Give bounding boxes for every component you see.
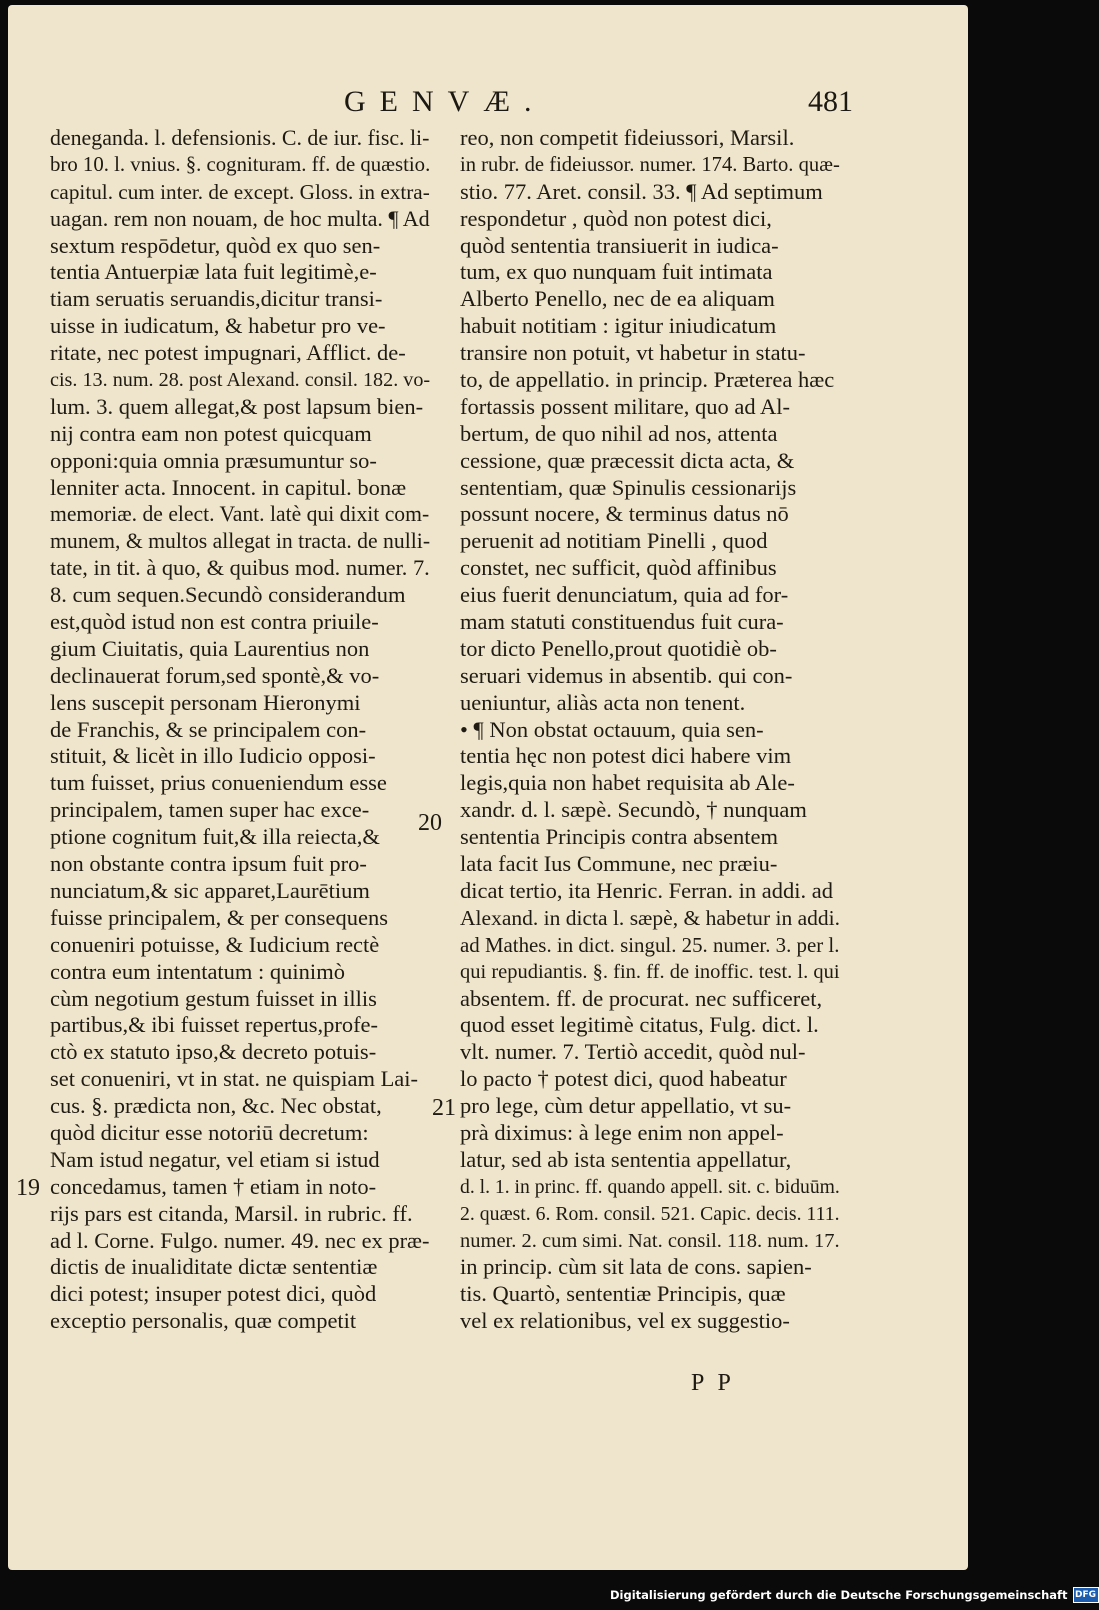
text-line: tor dicto Penello,prout quotidiè ob- — [460, 635, 777, 661]
text-line: cis. 13. num. 28. post Alexand. consil. 182. vo- — [50, 369, 431, 392]
text-line: tum, ex quo nunquam fuit intimata — [460, 259, 773, 285]
text-line: tis. Quartò, sententiæ Principis, quæ — [460, 1281, 786, 1307]
text-line: constet, nec sufficit, quòd affinibus — [460, 555, 777, 581]
text-line: de Franchis, & se principalem con- — [50, 716, 367, 742]
text-line: transire non potuit, vt habetur in statu- — [460, 340, 806, 366]
text-line: non obstante contra ipsum fuit pro- — [50, 851, 367, 877]
text-line: conueniri potuisse, & Iudicium rectè — [50, 931, 380, 957]
text-line: munem, & multos allegat in tracta. de nulli- — [50, 529, 431, 554]
text-line: respondetur , quòd non potest dici, — [460, 205, 772, 231]
text-line: tentia hęc non potest dici habere vim — [460, 743, 792, 769]
text-line: Alexand. in dicta l. sæpè, & habetur in addi. — [460, 905, 841, 930]
text-line: declinauerat forum,sed spontè,& vo- — [50, 662, 380, 688]
text-line: cùm negotium gestum fuisset in illis — [50, 985, 377, 1011]
text-line: lo pacto † potest dici, quod habeatur — [460, 1066, 787, 1092]
text-line: dici potest; insuper potest dici, quòd — [50, 1281, 377, 1307]
text-line: memoriæ. de elect. Vant. latè qui dixit com- — [50, 502, 430, 527]
page-number: 481 — [808, 85, 853, 118]
text-line: lens suscepit personam Hieronymi — [50, 689, 361, 715]
text-line: possunt nocere, & terminus datus nō — [460, 501, 789, 527]
text-line: uisse in iudicatum, & habetur pro ve- — [50, 313, 386, 339]
running-title: GENVÆ. — [344, 85, 546, 118]
text-line: ptione cognitum fuit,& illa reiecta,& — [50, 824, 380, 850]
text-line: nij contra eam non potest quicquam — [50, 420, 372, 446]
text-line: to, de appellatio. in princip. Præterea hæc — [460, 367, 835, 393]
text-line: concedamus, tamen † etiam in noto- — [50, 1173, 377, 1199]
text-line: contra eum intentatum : quinimò — [50, 958, 345, 984]
text-line: qui repudiantis. §. fin. ff. de inoffic. test. l. qui — [460, 960, 840, 983]
text-line: gium Ciuitatis, quia Laurentius non — [50, 635, 370, 661]
text-line: ctò ex statuto ipso,& decreto potuis- — [50, 1039, 377, 1065]
text-line: tiam seruatis seruandis,dicitur transi- — [50, 286, 383, 312]
text-line: in princip. cùm sit lata de cons. sapien- — [460, 1254, 812, 1280]
text-line: opponi:quia omnia præsumuntur so- — [50, 447, 377, 473]
text-line: ad l. Corne. Fulgo. numer. 49. nec ex præ- — [50, 1227, 430, 1253]
text-line: in rubr. de fideiussor. numer. 174. Barto. quæ- — [460, 153, 840, 176]
left-text-column — [50, 125, 430, 1335]
text-line: reo, non competit fideiussori, Marsil. — [460, 125, 795, 150]
text-line: stio. 77. Aret. consil. 33. ¶ Ad septimum — [460, 178, 823, 204]
footer-text: Digitalisierung gefördert durch die Deutsche Forschungsgemeinschaft — [610, 1588, 1068, 1602]
text-line: partibus,& ibi fuisset repertus,profe- — [50, 1012, 379, 1038]
text-line: exceptio personalis, quæ competit — [50, 1308, 357, 1334]
book-page — [8, 5, 968, 1570]
text-line: dictis de inualiditate dictæ sententiæ — [50, 1254, 378, 1280]
text-line: • ¶ Non obstat octauum, quia sen- — [460, 716, 764, 742]
text-line: Nam istud negatur, vel etiam si istud — [50, 1146, 380, 1172]
signature-mark: P P — [691, 1370, 735, 1396]
text-line: mam statuti constituendus fuit cura- — [460, 609, 784, 635]
text-line: uagan. rem non nouam, de hoc multa. ¶ Ad — [50, 205, 430, 231]
text-line: lenniter acta. Innocent. in capitul. bonæ — [50, 474, 407, 500]
text-line: set conueniri, vt in stat. ne quispiam Lai- — [50, 1066, 419, 1092]
text-line: 2. quæst. 6. Rom. consil. 521. Capic. decis. 111. — [460, 1202, 840, 1225]
text-line: vlt. numer. 7. Tertiò accedit, quòd nul- — [460, 1039, 806, 1065]
text-line: fuisse principalem, & per consequens — [50, 904, 389, 930]
right-text-column — [460, 125, 840, 1335]
text-line: nunciatum,& sic apparet,Laurētium — [50, 877, 370, 903]
text-line: absentem. ff. de procurat. nec sufficeret, — [460, 985, 823, 1011]
text-line: sententia Principis contra absentem — [460, 824, 779, 850]
text-line: bertum, de quo nihil ad nos, attenta — [460, 420, 778, 446]
text-line: capitul. cum inter. de except. Gloss. in extra- — [50, 179, 430, 204]
text-line: fortassis possent militare, quo ad Al- — [460, 393, 790, 419]
text-line: stituit, & licèt in illo Iudicio opposi- — [50, 743, 376, 769]
text-line: ritate, nec potest impugnari, Afflict. de- — [50, 340, 406, 366]
text-line: tentia Antuerpiæ lata fuit legitimè,e- — [50, 259, 377, 285]
text-line: d. l. 1. in princ. ff. quando appell. sit. c. biduūm. — [460, 1175, 840, 1198]
text-line: latur, sed ab ista sententia appellatur, — [460, 1146, 792, 1172]
text-line: legis,quia non habet requisita ab Ale- — [460, 770, 795, 796]
text-line: rijs pars est citanda, Marsil. in rubric. ff. — [50, 1200, 413, 1226]
text-line: cessione, quæ præcessit dicta acta, & — [460, 447, 795, 473]
text-line: tum fuisset, prius conueniendum esse — [50, 770, 387, 796]
text-line: Alberto Penello, nec de ea aliquam — [460, 286, 775, 312]
margin-note-number: 20 — [418, 810, 442, 836]
text-line: ueniuntur, aliàs acta non tenent. — [460, 689, 746, 715]
text-line: sententiam, quæ Spinulis cessionarijs — [460, 474, 797, 500]
text-line: vel ex relationibus, vel ex suggestio- — [460, 1308, 790, 1334]
text-line: bro 10. l. vnius. §. cognituram. ff. de quæstio. — [50, 152, 431, 176]
text-line: dicat tertio, ita Henric. Ferran. in addi. ad — [460, 877, 833, 903]
dfg-logo: DFG — [1073, 1587, 1099, 1603]
text-line: tate, in tit. à quo, & quibus mod. numer. 7. — [50, 555, 430, 581]
text-line: ad Mathes. in dict. singul. 25. numer. 3. per l. — [460, 932, 840, 957]
text-line: eius fuerit denunciatum, quia ad for- — [460, 582, 789, 608]
text-line: prà diximus: à lege enim non appel- — [460, 1119, 784, 1145]
text-line: seruari videmus in absentib. qui con- — [460, 662, 793, 688]
text-line: quod esset legitimè citatus, Fulg. dict. l. — [460, 1012, 819, 1038]
text-line: lum. 3. quem allegat,& post lapsum bien- — [50, 393, 424, 419]
text-line: quòd dicitur esse notoriū decretum: — [50, 1119, 369, 1145]
text-line: numer. 2. cum simi. Nat. consil. 118. num. 17. — [460, 1229, 840, 1252]
text-line: sextum respōdetur, quòd ex quo sen- — [50, 232, 381, 258]
text-line: est,quòd istud non est contra priuile- — [50, 609, 379, 635]
running-header — [8, 85, 968, 125]
text-line: xandr. d. l. sæpè. Secundò, † nunquam — [460, 797, 807, 823]
text-line: peruenit ad notitiam Pinelli , quod — [460, 528, 768, 554]
text-line: cus. §. prædicta non, &c. Nec obstat, — [50, 1093, 382, 1119]
text-line: principalem, tamen super hac exce- — [50, 797, 370, 823]
margin-note-number: 21 — [432, 1095, 456, 1121]
text-line: quòd sententia transiuerit in iudica- — [460, 232, 779, 258]
margin-note-number: 19 — [16, 1175, 40, 1201]
text-line: habuit notitiam : igitur iniudicatum — [460, 313, 777, 339]
text-line: 8. cum sequen.Secundò considerandum — [50, 582, 406, 608]
text-line: lata facit Ius Commune, nec præiu- — [460, 851, 778, 877]
text-line: denegandа. l. defensionis. C. de iur. fisc. li- — [50, 126, 430, 150]
text-line: pro lege, cùm detur appellatio, vt su- — [460, 1093, 792, 1119]
footer-credit — [610, 1586, 1099, 1604]
